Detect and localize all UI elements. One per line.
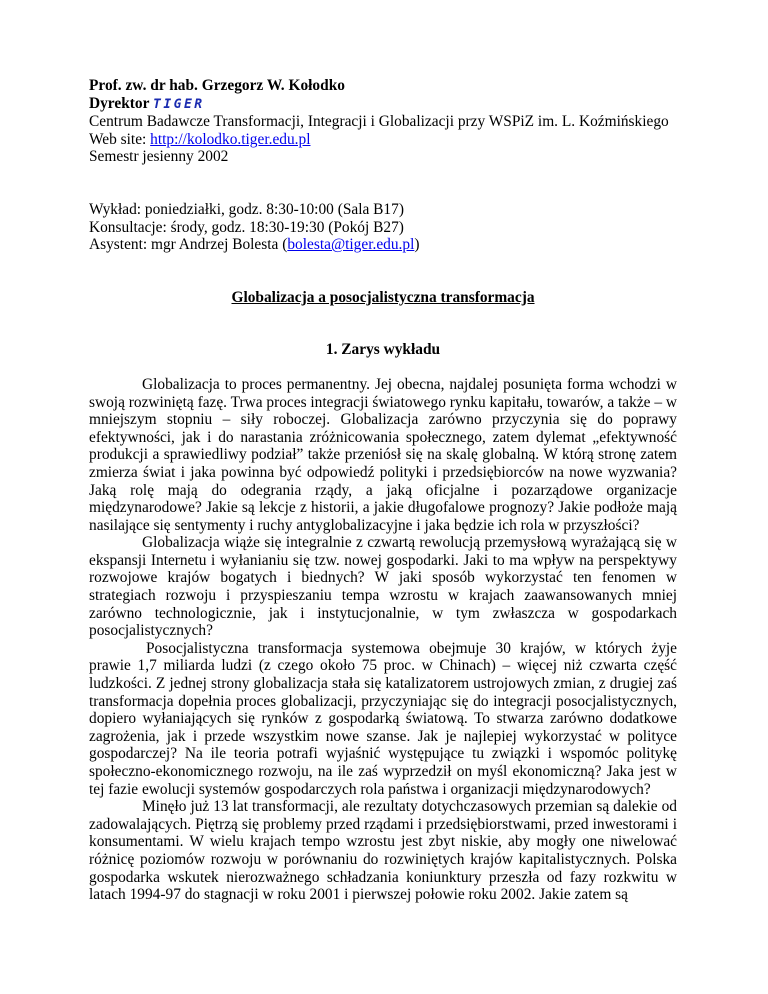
section-heading: 1. Zarys wykładu [325, 341, 441, 359]
website-line [89, 131, 677, 149]
course-title: Globalizacja a posocjalistyczna transformacja [231, 288, 535, 306]
assistant-prefix: Asystent: mgr Andrzej Bolesta ( [89, 236, 288, 254]
paragraph-3: Posocjalistyczna transformacja systemowa obejmuje 30 krajów, w których żyje prawie 1,7 miliarda ludzi (z czego około 75 proc. w Chinach) – więcej niż czwarta część ludzkości. Z jednej strony globalizacja stała się katalizatorem ustrojowych zmian, z drugiej zaś transformacja dopełnia proces globalizacji, przyczyniając się do integracji posocjalistycznych, dopiero wyłaniających się rynków z gospodarką światową. To stwarza zarówno dodatkowe zagrożenia, jak i przede wszystkim nowe szanse. Jak je najlepiej wykorzystać w polityce gospodarczej? Na ile teoria potrafi wyjaśnić występujące tu związki i wspomóc politykę społeczno-ekonomicznego rozwoju, na ile zaś wyprzedził on myśl ekonomiczną? Jaka jest w tej fazie ewolucji systemów gospodarczych rola państwa i organizacji międzynarodowych? [89, 639, 677, 798]
paragraph-4: Minęło już 13 lat transformacji, ale rezultaty dotychczasowych przemian są dalekie od zadowalających. Piętrzą się problemy przed rządami i przedsiębiorstwami, przed inwestorami i konsumentami. W wielu krajach tempo wzrostu jest zbyt niskie, aby mogły one niwelować różnicę poziomów rozwoju w porównaniu do rozwiniętych krajów kapitalistycznych. Polska gospodarka wskutek nierozważnego schładzania koniunktury przeszła od fazy rozkwitu w latach 1994-97 do stagnacji w roku 2001 i pierwszej połowie roku 2002. Jakie zatem są [89, 798, 677, 904]
director-label: Dyrektor [89, 94, 150, 112]
website-label: Web site: [89, 130, 151, 148]
paragraph-2: Globalizacja wiąże się integralnie z czwartą rewolucją przemysłową wyrażającą się w ekspansji Internetu i wyłanianiu się tzw. nowej gospodarki. Jaki to ma wpływ na perspektywy rozwojowe krajów bogatych i biednych? W jaki sposób wykorzystać ten fenomen w strategiach rozwoju i przyspieszaniu tempa wzrostu w krajach zaawansowanych mniej zarówno technologicznie, jak i instytucjonalnie, w tym zwłaszcza w gospodarkach posocjalistycznych? [89, 534, 677, 640]
tiger-logo: TIGER [153, 96, 205, 112]
assistant-suffix: ) [414, 236, 420, 254]
director-line [89, 95, 677, 114]
lecture-time: Wykład: poniedziałki, godz. 8:30-10:00 (Sala B17) [89, 200, 404, 218]
document-page [89, 77, 677, 904]
research-center: Centrum Badawcze Transformacji, Integracji i Globalizacji przy WSPiZ im. L. Koźmińskiego [89, 113, 669, 131]
author-name: Prof. zw. dr hab. Grzegorz W. Kołodko [89, 77, 345, 94]
consultation-time: Konsultacje: środy, godz. 18:30-19:30 (Pokój B27) [89, 218, 404, 236]
paragraph-1: Globalizacja to proces permanentny. Jej obecna, najdalej posunięta forma wchodzi w swoją rozwiniętą fazę. Trwa proces integracji światowego rynku kapitału, towarów, a także – w mniejszym stopniu – siły roboczej. Globalizacja zarówno przyczynia się do poprawy efektywności, jak i do narastania zróżnicowania społecznego, zatem dylemat „efektywność produkcji a sprawiedliwy podział” także przeniósł się na skalę globalną. W którą stronę zatem zmierza świat i jaka powinna być odpowiedź polityki i przedsiębiorców na nowe wyzwania? Jaką rolę mają do odegrania rządy, a jaką oficjalne i pozarządowe organizacje międzynarodowe? Jakie są lekcje z historii, a jakie długofalowe prognozy? Jakie podłoże mają nasilające się sentymenty i ruchy antyglobalizacyjne i jaka będzie ich rola w przyszłości? [89, 375, 677, 534]
website-link[interactable]: http://kolodko.tiger.edu.pl [150, 130, 311, 148]
assistant-email-link[interactable]: bolesta@tiger.edu.pl [287, 236, 415, 254]
assistant-line [89, 236, 677, 254]
semester: Semestr jesienny 2002 [89, 148, 229, 166]
